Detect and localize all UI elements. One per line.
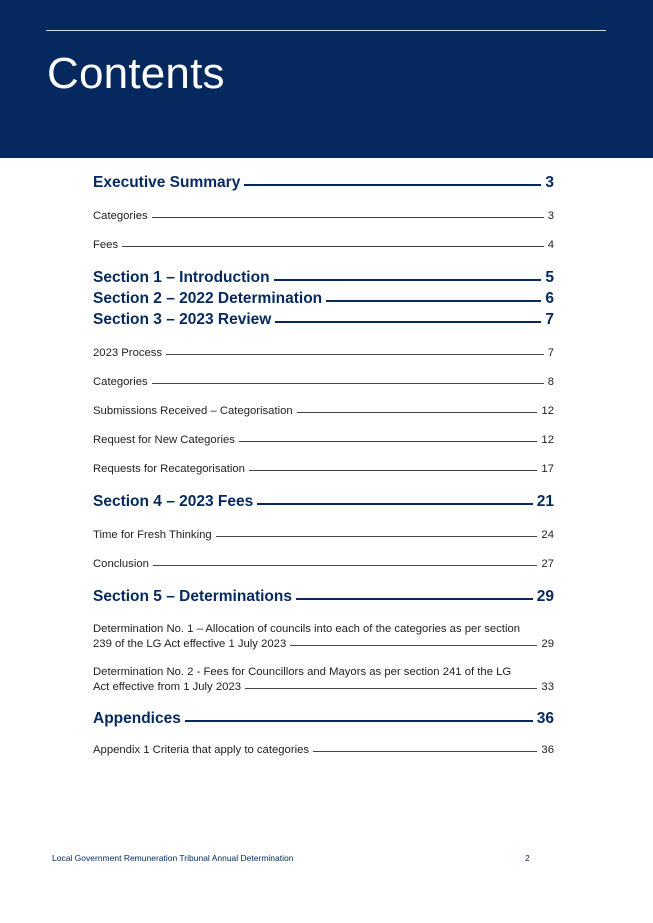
footer-text: Local Government Remuneration Tribunal Annual Determination xyxy=(52,853,294,863)
toc-leader xyxy=(239,441,538,442)
toc-page: 36 xyxy=(541,744,554,756)
toc-entry-determination-1[interactable] xyxy=(93,622,554,652)
toc-leader xyxy=(152,217,544,218)
toc-label: Section 4 – 2023 Fees xyxy=(93,493,254,510)
toc-entry-section-1[interactable] xyxy=(93,269,554,290)
toc-page: 29 xyxy=(536,588,554,605)
toc-page: 29 xyxy=(541,638,554,650)
toc-entry-categories[interactable] xyxy=(93,210,554,224)
toc-page: 6 xyxy=(545,290,554,307)
toc-label-line1: Determination No. 1 – Allocation of councils into each of the categories as per section xyxy=(93,623,521,635)
toc-page: 3 xyxy=(547,210,554,222)
toc-page: 17 xyxy=(541,463,554,475)
toc-page: 3 xyxy=(545,174,554,191)
toc-page: 4 xyxy=(547,239,554,251)
toc-page: 12 xyxy=(541,434,554,446)
toc-leader xyxy=(297,412,538,413)
toc-leader xyxy=(274,279,542,281)
toc-leader xyxy=(275,321,541,323)
toc-label: Request for New Categories xyxy=(93,434,235,446)
toc-page: 33 xyxy=(541,681,554,693)
toc-page: 7 xyxy=(545,311,554,328)
toc-page: 27 xyxy=(541,558,554,570)
toc-label: Fees xyxy=(93,239,119,251)
toc-entry-appendix-1[interactable] xyxy=(93,744,554,758)
toc-leader xyxy=(313,751,537,752)
toc-page: 5 xyxy=(545,269,554,286)
toc-label: Section 5 – Determinations xyxy=(93,588,292,605)
toc-entry-appendices[interactable] xyxy=(93,710,554,731)
toc-entry-section-5[interactable] xyxy=(93,588,554,609)
table-of-contents xyxy=(93,174,554,758)
toc-leader xyxy=(296,598,533,600)
footer-page-number: 2 xyxy=(525,853,530,863)
toc-entry-conclusion[interactable] xyxy=(93,558,554,572)
toc-leader xyxy=(166,354,544,355)
toc-label: Section 3 – 2023 Review xyxy=(93,311,272,328)
toc-label: Appendices xyxy=(93,710,181,727)
toc-entry-executive-summary[interactable] xyxy=(93,174,554,195)
toc-entry-fees[interactable] xyxy=(93,239,554,253)
header-banner xyxy=(0,0,653,158)
toc-label: Appendix 1 Criteria that apply to categories xyxy=(93,744,310,756)
toc-page: 21 xyxy=(536,493,554,510)
toc-entry-determination-2[interactable] xyxy=(93,665,554,695)
toc-label: Submissions Received – Categorisation xyxy=(93,405,293,417)
toc-label: 2023 Process xyxy=(93,347,163,359)
toc-label-line2: Act effective from 1 July 2023 xyxy=(93,681,241,693)
toc-entry-section-3[interactable] xyxy=(93,311,554,332)
toc-leader xyxy=(326,300,541,302)
toc-leader xyxy=(216,536,538,537)
toc-page: 7 xyxy=(547,347,554,359)
toc-page: 36 xyxy=(536,710,554,727)
toc-entry-submissions[interactable] xyxy=(93,405,554,419)
toc-label-line1: Determination No. 2 - Fees for Councillors and Mayors as per section 241 of the LG xyxy=(93,666,512,678)
toc-page: 8 xyxy=(547,376,554,388)
toc-leader xyxy=(153,565,538,566)
toc-leader xyxy=(249,470,537,471)
toc-leader xyxy=(257,503,532,505)
toc-label: Time for Fresh Thinking xyxy=(93,529,212,541)
toc-label: Executive Summary xyxy=(93,174,241,191)
toc-leader xyxy=(244,184,541,186)
toc-entry-categories-2[interactable] xyxy=(93,376,554,390)
toc-leader xyxy=(245,688,537,689)
toc-entry-section-4[interactable] xyxy=(93,493,554,514)
toc-entry-recategorisation[interactable] xyxy=(93,463,554,477)
page-title: Contents xyxy=(47,49,225,98)
header-rule xyxy=(46,30,606,31)
toc-entry-new-categories[interactable] xyxy=(93,434,554,448)
toc-label: Categories xyxy=(93,376,148,388)
toc-entry-2023-process[interactable] xyxy=(93,347,554,361)
toc-leader xyxy=(152,383,544,384)
toc-entry-section-2[interactable] xyxy=(93,290,554,311)
toc-leader xyxy=(290,645,537,646)
toc-label-line2: 239 of the LG Act effective 1 July 2023 xyxy=(93,638,287,650)
toc-entry-fresh-thinking[interactable] xyxy=(93,529,554,543)
toc-label: Section 1 – Introduction xyxy=(93,269,270,286)
toc-label: Conclusion xyxy=(93,558,149,570)
toc-leader xyxy=(185,720,533,722)
toc-leader xyxy=(122,246,544,247)
toc-page: 12 xyxy=(541,405,554,417)
toc-label: Section 2 – 2022 Determination xyxy=(93,290,323,307)
toc-page: 24 xyxy=(541,529,554,541)
toc-label: Requests for Recategorisation xyxy=(93,463,245,475)
toc-label: Categories xyxy=(93,210,148,222)
